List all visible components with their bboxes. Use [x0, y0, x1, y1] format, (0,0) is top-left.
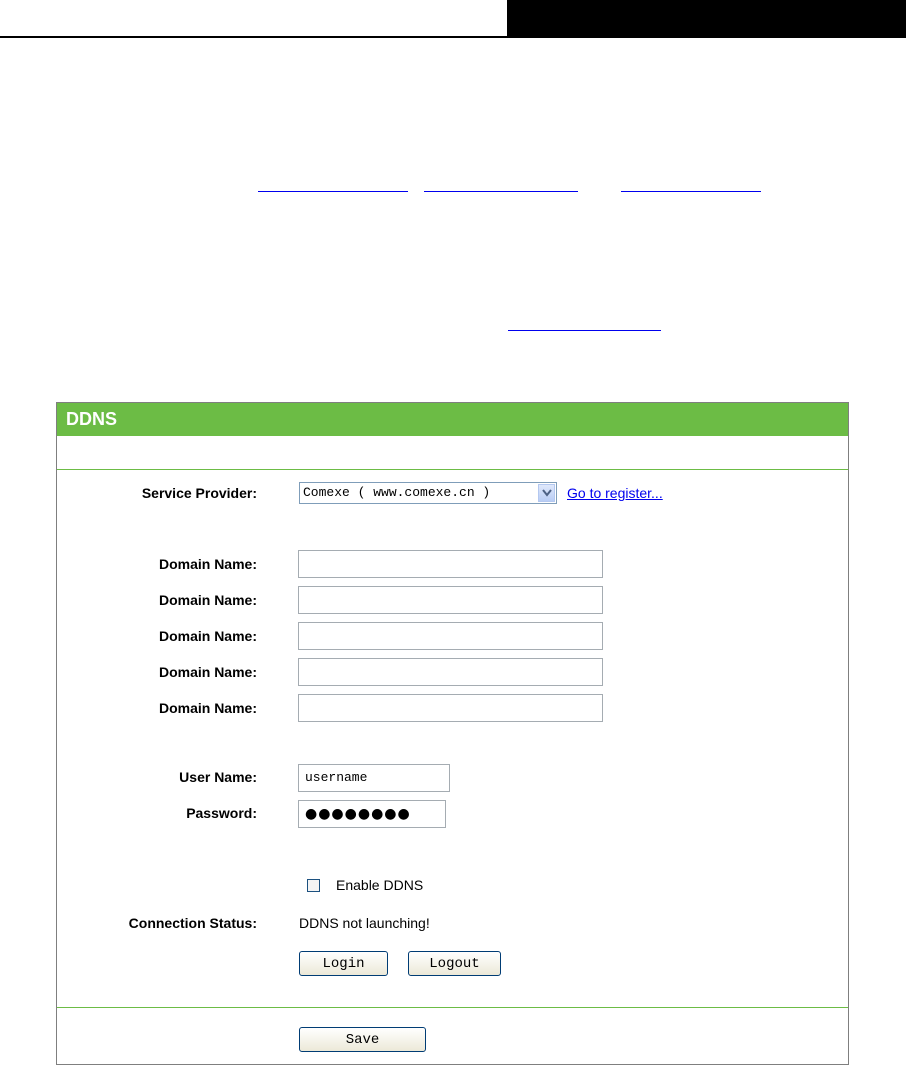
domain-name-label: Domain Name: [158, 700, 257, 716]
doc-link-1[interactable] [258, 191, 408, 192]
domain-name-label: Domain Name: [158, 664, 257, 680]
login-button[interactable]: Login [299, 951, 388, 976]
enable-ddns-checkbox[interactable] [307, 879, 320, 892]
header-rule [0, 36, 510, 38]
domain-name-input-5[interactable] [298, 694, 603, 722]
domain-name-label: Domain Name: [158, 628, 257, 644]
header-black-block [507, 0, 906, 38]
enable-ddns-label: Enable DDNS [336, 877, 424, 893]
domain-name-input-4[interactable] [298, 658, 603, 686]
panel-divider-top [57, 469, 848, 470]
password-label: Password: [186, 805, 257, 821]
username-input[interactable]: username [298, 764, 450, 792]
domain-name-input-2[interactable] [298, 586, 603, 614]
panel-title: DDNS [57, 403, 848, 436]
password-input[interactable]: ●●●●●●●● [298, 800, 446, 828]
service-provider-label: Service Provider: [141, 485, 257, 501]
go-to-register-link[interactable]: Go to register... [567, 485, 663, 501]
username-label: User Name: [179, 769, 257, 785]
domain-name-input-1[interactable] [298, 550, 603, 578]
domain-name-label: Domain Name: [158, 556, 257, 572]
doc-link-2[interactable] [424, 191, 578, 192]
service-provider-select[interactable] [299, 482, 557, 504]
panel-divider-bottom [57, 1007, 848, 1008]
service-provider-value: Comexe ( www.comexe.cn ) [303, 485, 491, 500]
domain-name-input-3[interactable] [298, 622, 603, 650]
logout-button[interactable]: Logout [408, 951, 501, 976]
doc-link-4[interactable] [508, 330, 661, 331]
connection-status-label: Connection Status: [128, 915, 257, 931]
chevron-down-icon[interactable] [538, 484, 555, 502]
connection-status-value: DDNS not launching! [299, 915, 430, 931]
domain-name-label: Domain Name: [158, 592, 257, 608]
ddns-panel [56, 402, 849, 1065]
doc-link-3[interactable] [621, 191, 761, 192]
save-button[interactable]: Save [299, 1027, 426, 1052]
